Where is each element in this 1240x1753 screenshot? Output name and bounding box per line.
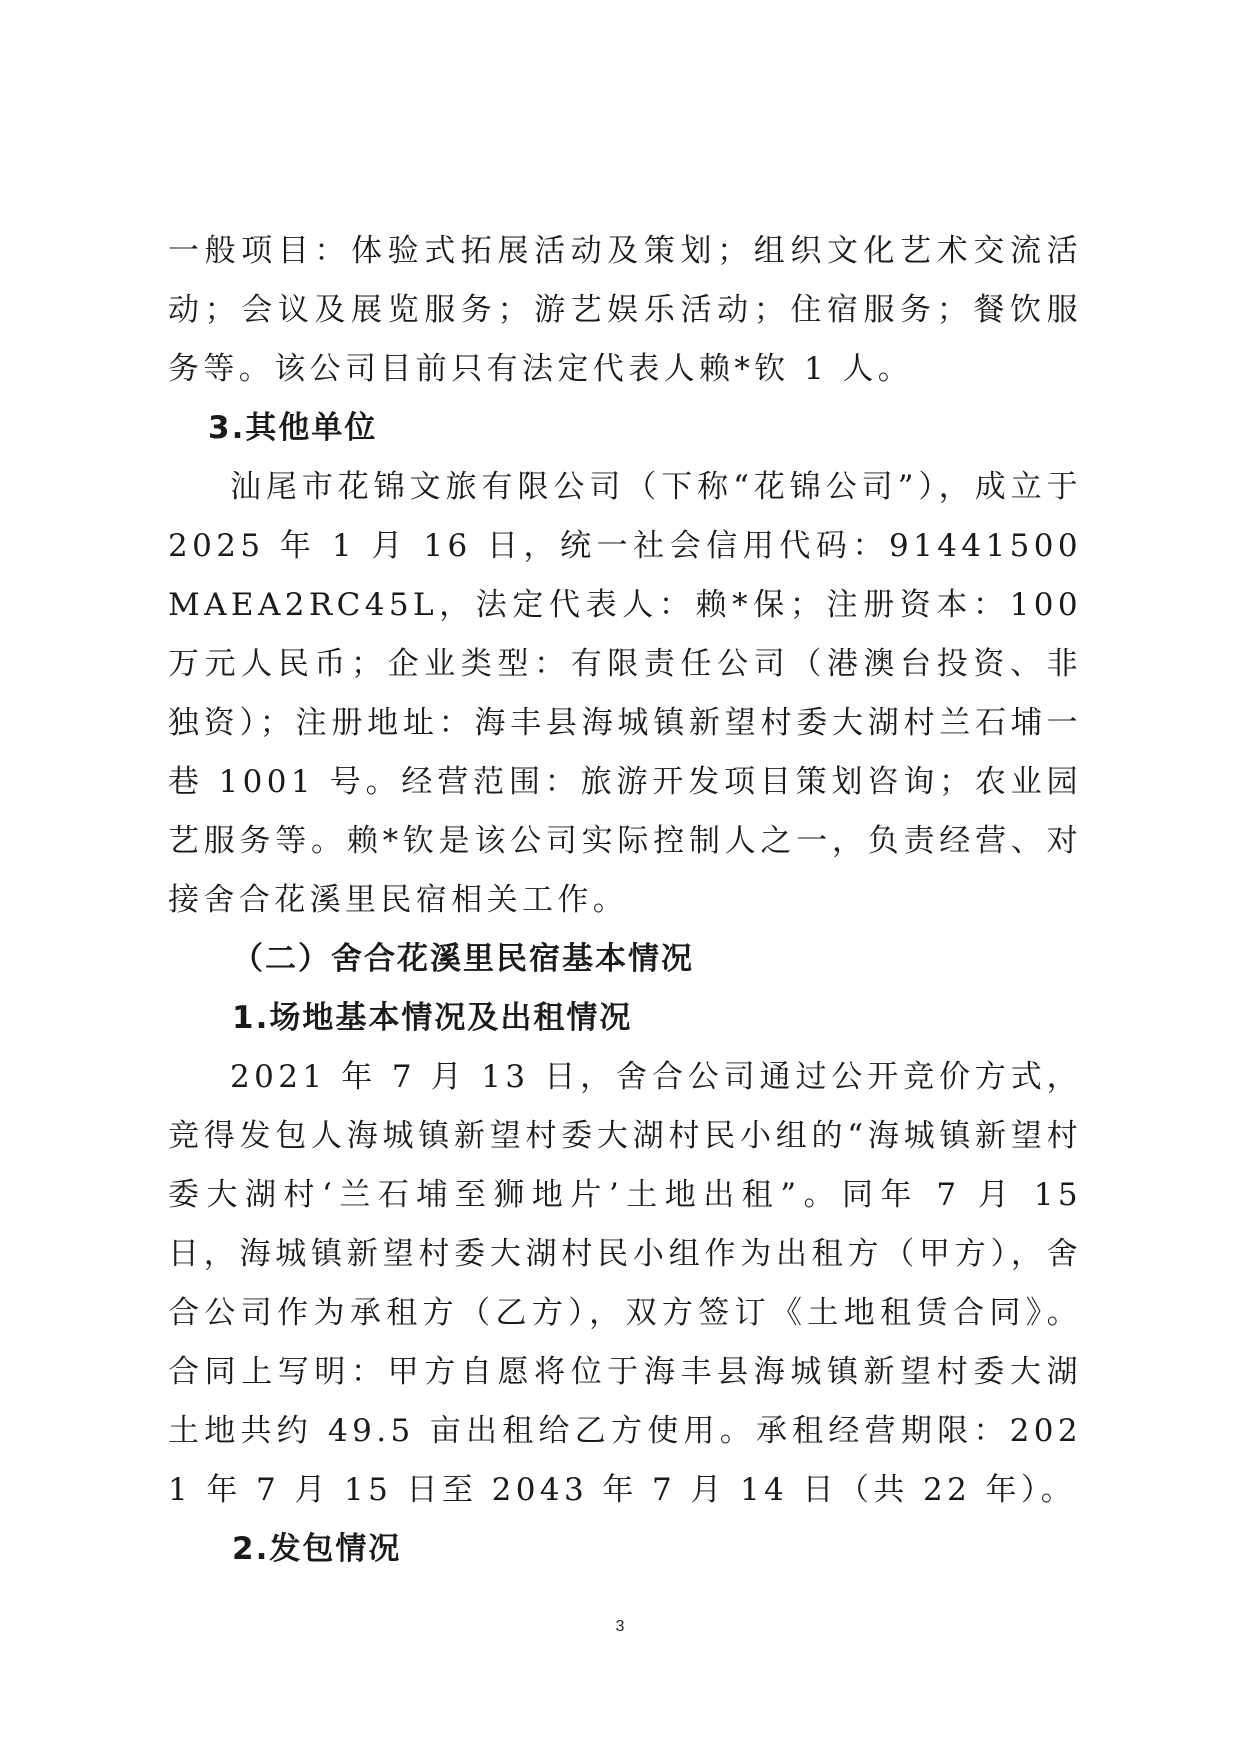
- heading-homestay-basics: （二）舍合花溪里民宿基本情况: [232, 941, 694, 977]
- page-number: 3: [615, 1618, 625, 1635]
- paragraph-business-scope: 一般项目：体验式拓展活动及策划；组织文化艺术交流活动；会议及展览服务；游艺娱乐活动；住宿服务；餐饮服务等。该公司目前只有法定代表人赖*钦 1 人。: [168, 233, 1082, 387]
- paragraph-huajin-company: 汕尾市花锦文旅有限公司（下称“花锦公司”），成立于 2025 年 1 月 16 日，统一社会信用代码：91441500MAEA2RC45L，法定代表人：赖*保；注册资本：100 万元人民币；企业类型：有限责任公司（港澳台投资、非独资）；注册地址：海丰县海城镇新望村委大湖村兰石埔一巷 1001 号。经营范围：旅游开发项目策划咨询；农业园艺服务等。赖*钦是该公司实际控制人之一，负责经营、对接舍合花溪里民宿相关工作。: [168, 469, 1082, 918]
- heading-other-units: 3.其他单位: [208, 410, 378, 446]
- paragraph-land-lease: 2021 年 7 月 13 日，舍合公司通过公开竞价方式，竞得发包人海城镇新望村委大湖村民小组的“海城镇新望村委大湖村‘兰石埔至狮地片’土地出租”。同年 7 月 15 日，海城镇新望村委大湖村民小组作为出租方（甲方），舍合公司作为承租方（乙方），双方签订《土地租赁合同》。合同上写明：甲方自愿将位于海丰县海城镇新望村委大湖土地共约 49.5 亩出租给乙方使用。承租经营期限：2021 年 7 月 15 日至 2043 年 7 月 14 日（共 22 年）。: [168, 1059, 1082, 1508]
- heading-site-rental: 1.场地基本情况及出租情况: [232, 1000, 633, 1036]
- heading-contracting: 2.发包情况: [232, 1531, 402, 1567]
